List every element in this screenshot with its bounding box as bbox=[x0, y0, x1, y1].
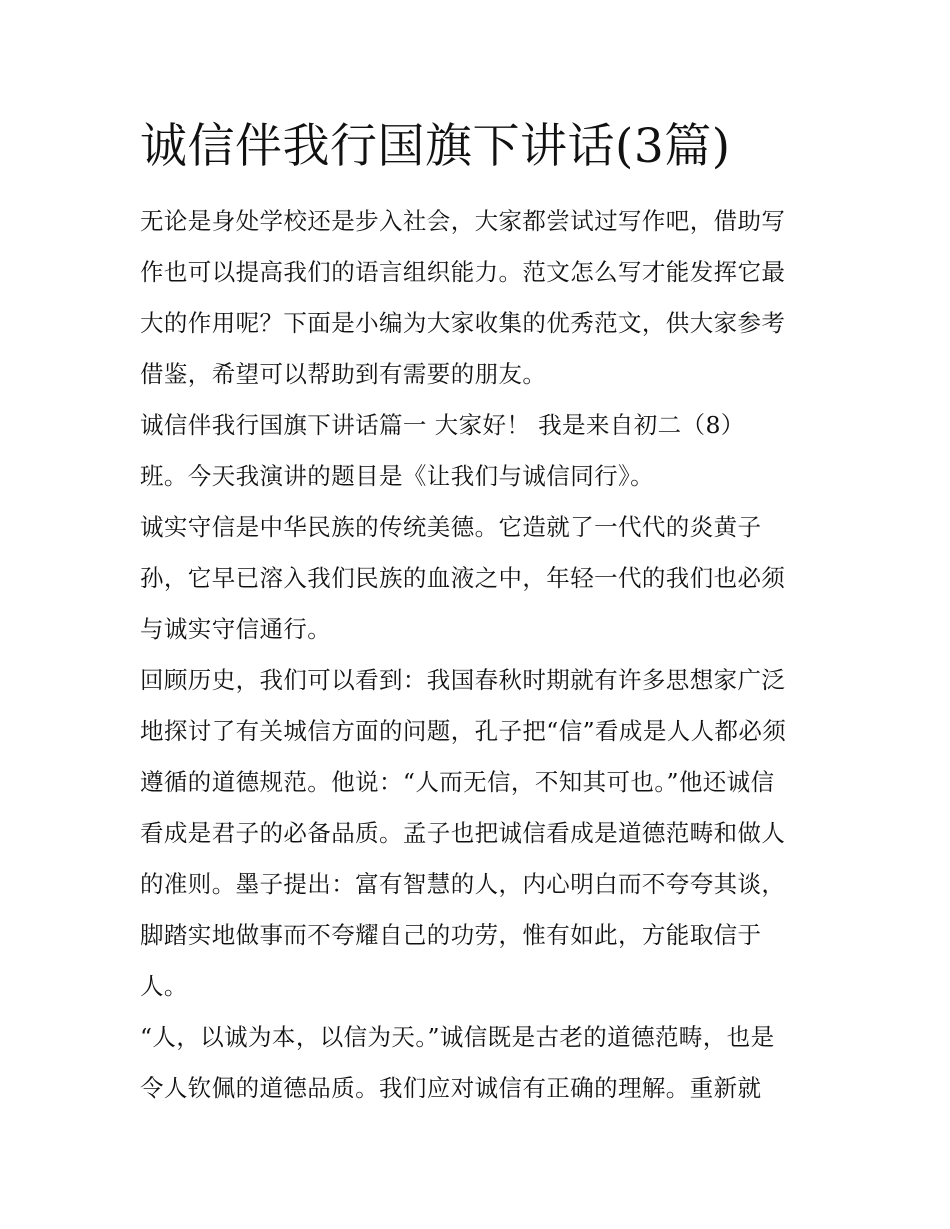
document-body bbox=[140, 196, 830, 1114]
text-line: 大的作用呢？下面是小编为大家收集的优秀范文，供大家参考 bbox=[140, 309, 786, 337]
text-line: 作也可以提高我们的语言组织能力。范文怎么写才能发挥它最 bbox=[140, 258, 786, 286]
text-line: 遵循的道德规范。他说：“人而无信，不知其可也。”他还诚信 bbox=[140, 768, 775, 796]
document-title: 诚信伴我行国旗下讲话(3篇) bbox=[140, 119, 731, 174]
text-line: 孙，它早已溶入我们民族的血液之中，年轻一代的我们也必须 bbox=[140, 564, 786, 592]
text-line: 脚踏实地做事而不夸耀自己的功劳，惟有如此，方能取信于 bbox=[140, 921, 762, 949]
text-line: 诚信伴我行国旗下讲话篇一 大家好！ 我是来自初二（8） bbox=[140, 411, 745, 439]
text-line: 班。今天我演讲的题目是《让我们与诚信同行》。 bbox=[140, 462, 655, 490]
text-line: 与诚实守信通行。 bbox=[140, 615, 332, 643]
text-line: 诚实守信是中华民族的传统美德。它造就了一代代的炎黄子 bbox=[140, 513, 762, 541]
text-line: 令人钦佩的道德品质。我们应对诚信有正确的理解。重新就 bbox=[140, 1074, 762, 1102]
text-line: 借鉴，希望可以帮助到有需要的朋友。 bbox=[140, 360, 547, 388]
text-line: 地探讨了有关城信方面的问题，孔子把“信”看成是人人都必须 bbox=[140, 717, 787, 745]
text-line: 无论是身处学校还是步入社会，大家都尝试过写作吧，借助写 bbox=[140, 207, 786, 235]
text-line: “人，以诚为本，以信为天。”诚信既是古老的道德范畴，也是 bbox=[140, 1023, 775, 1051]
text-line: 的准则。墨子提出：富有智慧的人，内心明白而不夸夸其谈， bbox=[140, 870, 786, 898]
text-line: 看成是君子的必备品质。孟子也把诚信看成是道德范畴和做人 bbox=[140, 819, 786, 847]
text-line: 回顾历史，我们可以看到：我国春秋时期就有许多思想家广泛 bbox=[140, 666, 786, 694]
text-line: 人。 bbox=[140, 972, 188, 1000]
